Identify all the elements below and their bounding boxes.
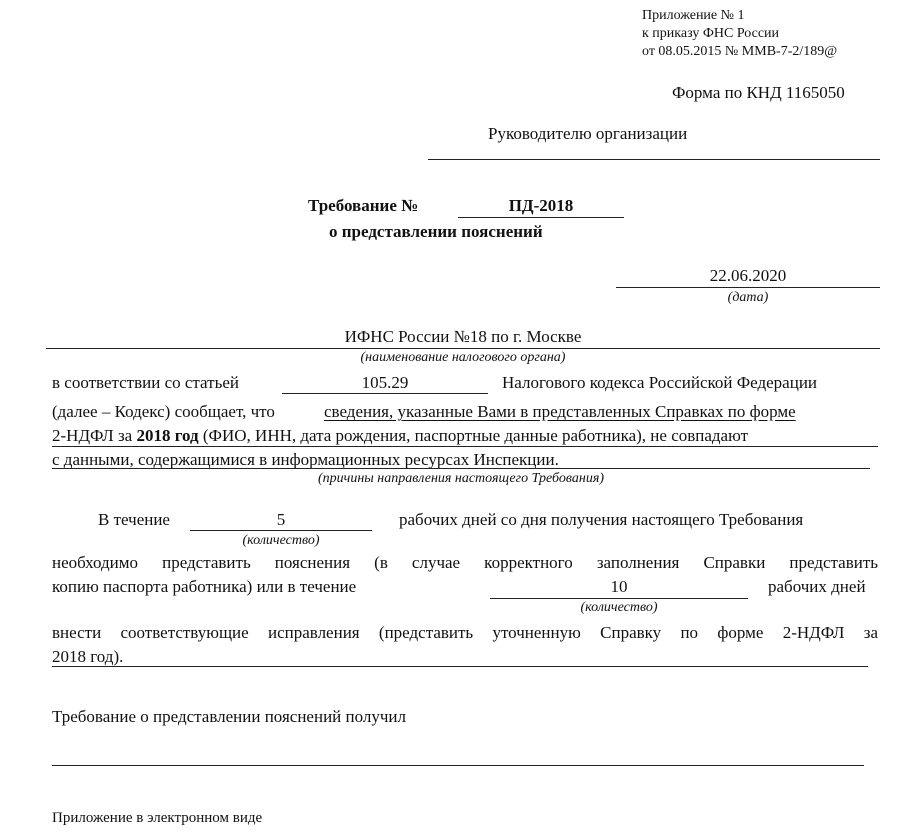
body-line4-underline — [52, 468, 870, 469]
appendix-line-3: от 08.05.2015 № ММВ-7-2/189@ — [642, 44, 838, 59]
authority-underline — [46, 348, 880, 349]
fix-line2: 2018 год). — [52, 647, 124, 666]
need-days: 10 — [610, 577, 628, 596]
fix-line1: внести соответствующие исправления (представить уточненную Справку по форме 2-НДФЛ за — [52, 623, 878, 642]
body-line3-year: 2018 год — [136, 426, 199, 445]
received-label: Требование о представлении пояснений получил — [52, 707, 407, 726]
authority-caption: (наименование налогового органа) — [360, 350, 566, 365]
body-line2-reason: сведения, указанные Вами в представленных Справках по форме — [324, 402, 796, 421]
within-prefix: В течение — [98, 510, 170, 529]
appendix-line-1: Приложение № 1 — [642, 8, 745, 23]
body-line2-prefix: (далее – Кодекс) сообщает, что — [52, 402, 275, 421]
body-line3-end: (ФИО, ИНН, дата рождения, паспортные данные работника), не совпадают — [202, 426, 749, 445]
received-signature-line — [52, 765, 864, 766]
within-suffix: рабочих дней со дня получения настоящего Требования — [399, 510, 804, 529]
need-line2-suffix: рабочих дней — [768, 577, 866, 596]
body-line4: с данными, содержащимися в информационных ресурсах Инспекции. — [52, 450, 559, 469]
title-label: Требование № — [308, 196, 419, 215]
article-prefix: в соответствии со статьей — [52, 373, 239, 392]
within-days: 5 — [276, 510, 286, 529]
article-value: 105.29 — [361, 373, 409, 392]
appendix-line-2: к приказу ФНС России — [642, 26, 780, 41]
recipient-underline — [428, 159, 880, 160]
date-caption: (дата) — [727, 290, 769, 305]
article-underline — [282, 393, 488, 394]
date-underline — [616, 287, 880, 288]
recipient-label: Руководителю организации — [488, 124, 688, 143]
within-days-caption: (количество) — [242, 533, 320, 548]
need-days-underline — [490, 598, 748, 599]
body-line3-start: 2-НДФЛ за — [52, 426, 133, 445]
title-number: ПД-2018 — [508, 196, 574, 215]
title-number-underline — [458, 217, 624, 218]
body-line3-underline — [52, 446, 878, 447]
within-days-underline — [190, 530, 372, 531]
date-value: 22.06.2020 — [709, 266, 787, 285]
attachment-note: Приложение в электронном виде — [52, 810, 263, 826]
need-line2-prefix: копию паспорта работника) или в течение — [52, 577, 357, 596]
fix-underline — [52, 666, 868, 667]
form-code: Форма по КНД 1165050 — [672, 83, 845, 102]
reason-caption: (причины направления настоящего Требования) — [317, 471, 604, 486]
title-subtitle: о представлении пояснений — [329, 222, 543, 241]
authority-name: ИФНС России №18 по г. Москве — [344, 327, 582, 346]
need-days-caption: (количество) — [580, 600, 658, 615]
need-line1: необходимо представить пояснения (в случае корректного заполнения Справки представить — [52, 553, 878, 572]
body-line3 — [52, 426, 878, 446]
article-suffix: Налогового кодекса Российской Федерации — [502, 373, 818, 392]
